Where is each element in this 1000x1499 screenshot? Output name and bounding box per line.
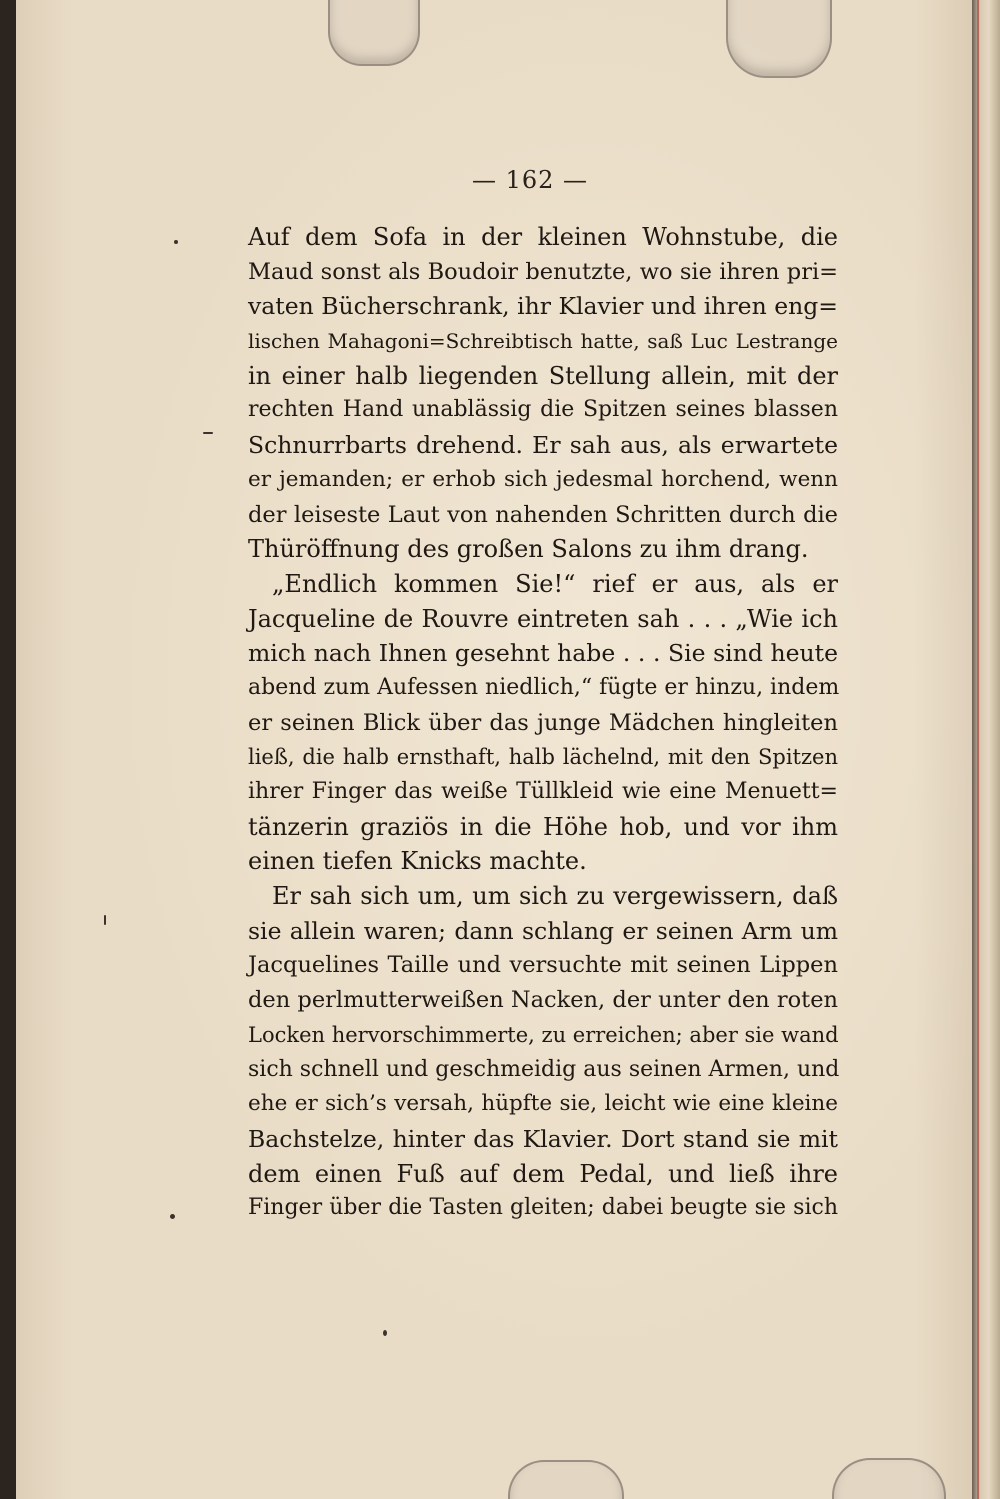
text-line: lischen Mahagoni=Schreibtisch hatte, saß Luc Lestrange xyxy=(248,329,838,354)
text-line: Thüröffnung des großen Salons zu ihm drang. xyxy=(248,535,809,564)
text-line: einen tiefen Knicks machte. xyxy=(248,847,587,876)
margin-tick xyxy=(104,915,106,925)
text-line: mich nach Ihnen gesehnt habe . . . Sie sind heute xyxy=(248,639,838,668)
text-line: ihrer Finger das weiße Tüllkleid wie eine Menuett= xyxy=(248,779,838,804)
text-line: rechten Hand unablässig die Spitzen seines blassen xyxy=(248,397,838,423)
edge-red-line xyxy=(977,0,979,1499)
text-line: Er sah sich um, um sich zu vergewissern, daß xyxy=(272,882,838,911)
text-line: „Endlich kommen Sie!“ rief er aus, als er xyxy=(272,569,838,598)
text-line: sie allein waren; dann schlang er seinen Arm um xyxy=(248,916,838,945)
scanner-clip-top-right xyxy=(726,0,832,78)
scanner-clip-top-left xyxy=(328,0,420,66)
page-edge xyxy=(972,0,1000,1499)
text-line: Locken hervorschimmerte, zu erreichen; aber sie wand xyxy=(248,1022,839,1047)
scanner-clip-bottom-left xyxy=(508,1460,624,1499)
text-line: abend zum Aufessen niedlich,“ fügte er hinzu, indem xyxy=(248,674,840,700)
text-line: er seinen Blick über das junge Mädchen hingleiten xyxy=(248,709,838,736)
body-text xyxy=(248,220,838,1226)
text-line: den perlmutterweißen Nacken, der unter den roten xyxy=(248,987,838,1014)
ink-speck xyxy=(383,1330,387,1336)
text-line: in einer halb liegenden Stellung allein, mit der xyxy=(248,361,838,390)
text-line: Schnurrbarts drehend. Er sah aus, als erwartete xyxy=(248,431,838,460)
text-line: Jacqueline de Rouvre eintreten sah . . . „Wie ich xyxy=(248,604,838,633)
text-line: ließ, die halb ernsthaft, halb lächelnd, mit den Spitzen xyxy=(248,745,838,770)
text-line: Bachstelze, hinter das Klavier. Dort stand sie mit xyxy=(248,1124,838,1153)
margin-dot xyxy=(170,1214,175,1219)
scanner-clip-bottom-right xyxy=(832,1458,946,1499)
text-line: der leiseste Laut von nahenden Schritten durch die xyxy=(248,501,838,528)
text-line: tänzerin graziös in die Höhe hob, und vor ihm xyxy=(248,812,838,841)
text-line: Jacquelines Taille und versuchte mit seinen Lippen xyxy=(248,952,838,979)
text-line: Maud sonst als Boudoir benutzte, wo sie ihren pri= xyxy=(248,258,838,285)
margin-dot xyxy=(174,240,178,244)
margin-dash xyxy=(203,432,213,434)
text-line: er jemanden; er erhob sich jedesmal horchend, wenn xyxy=(248,466,838,492)
text-line: vaten Bücherschrank, ihr Klavier und ihren eng= xyxy=(248,292,838,321)
text-line: Finger über die Tasten gleiten; dabei beugte sie sich xyxy=(248,1195,838,1221)
page-number: — 162 — xyxy=(471,166,589,194)
text-line: sich schnell und geschmeidig aus seinen Armen, und xyxy=(248,1056,840,1082)
text-line: Auf dem Sofa in der kleinen Wohnstube, die xyxy=(248,223,838,251)
text-line: ehe er sich’s versah, hüpfte sie, leicht wie eine kleine xyxy=(248,1091,838,1117)
text-line: dem einen Fuß auf dem Pedal, und ließ ihre xyxy=(248,1159,838,1188)
